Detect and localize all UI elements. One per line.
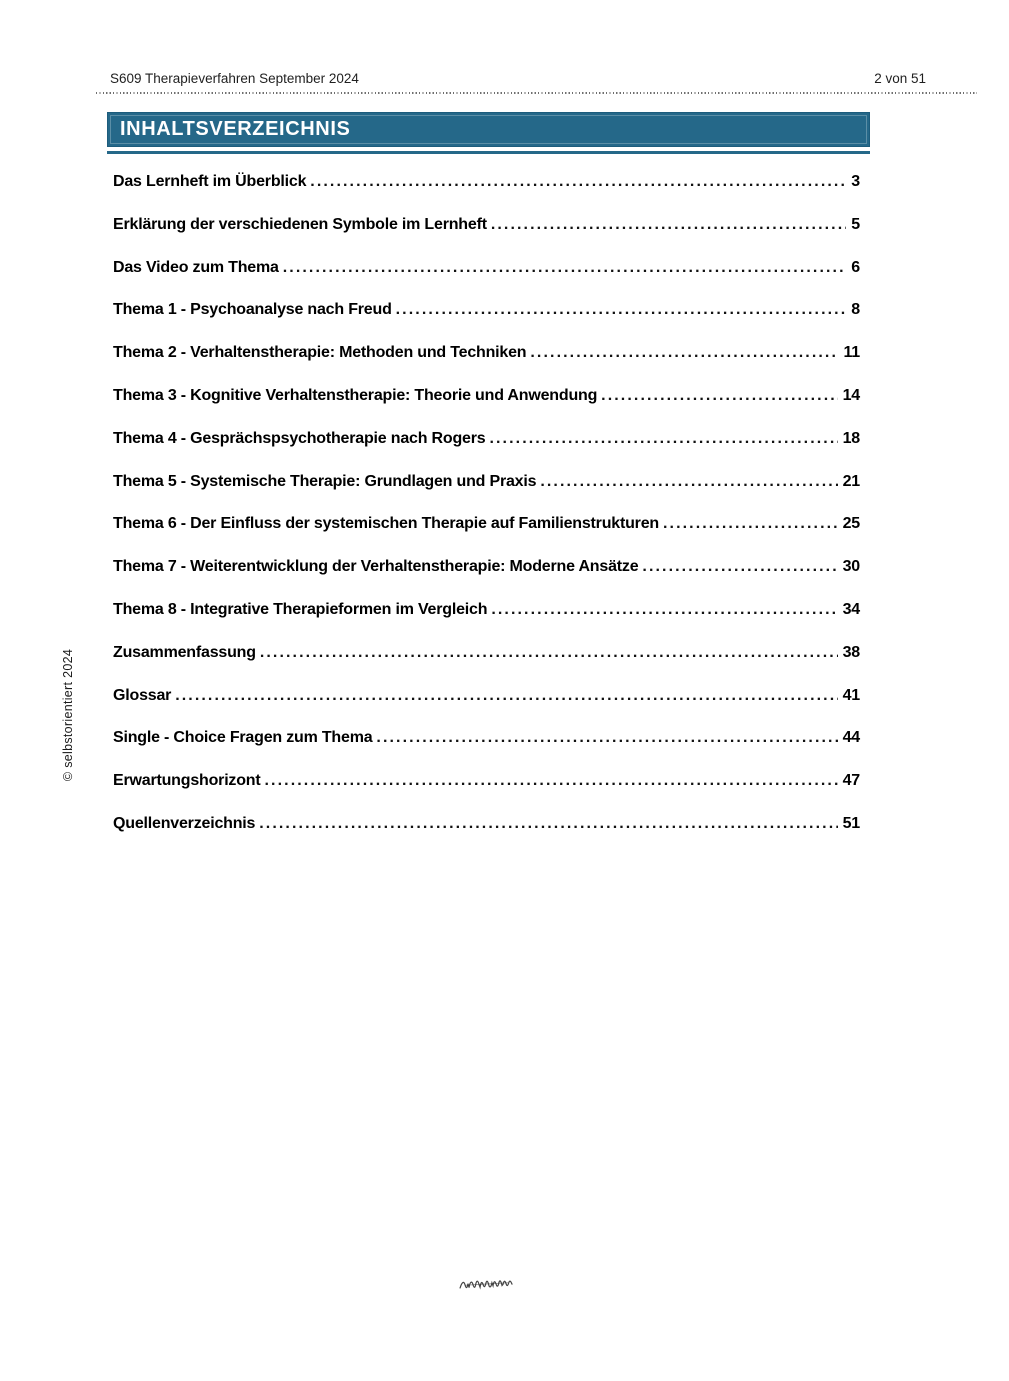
toc-dot-leader: [265, 760, 838, 803]
toc-entry-page: 30: [842, 558, 860, 576]
toc-entry: [113, 375, 860, 418]
toc-entry-label: Erwartungshorizont: [113, 772, 261, 790]
toc-entry: [113, 675, 860, 718]
toc-dot-leader: [642, 546, 837, 589]
toc-entry: [113, 803, 860, 846]
toc-entry: [113, 546, 860, 589]
toc-entry-page: 8: [851, 301, 860, 319]
toc-entry-label: Das Lernheft im Überblick: [113, 173, 307, 190]
toc-dot-leader: [491, 204, 846, 247]
toc-entry-label: Thema 2 - Verhaltenstherapie: Methoden und Techniken: [113, 344, 527, 362]
toc-dot-leader: [376, 717, 837, 760]
toc-entry-label: Single - Choice Fragen zum Thema: [113, 729, 373, 747]
signature-scribble-icon: [458, 1273, 517, 1297]
toc-dot-leader: [310, 161, 846, 204]
toc-heading-bar: [107, 112, 870, 147]
toc-entry-page: 25: [842, 515, 860, 533]
toc-entry: [113, 503, 860, 546]
toc-entry-page: 38: [842, 643, 860, 661]
toc-dot-leader: [259, 803, 837, 846]
toc-entry-label: Thema 5 - Systemische Therapie: Grundlagen und Praxis: [113, 472, 537, 490]
toc-entry-label: Zusammenfassung: [113, 643, 256, 661]
toc-entry: [113, 717, 860, 760]
toc-entry-page: 21: [842, 472, 860, 490]
toc-heading-underline: [107, 151, 870, 154]
toc-entry-label: Thema 1 - Psychoanalyse nach Freud: [113, 301, 392, 319]
toc-entry-label: Thema 3 - Kognitive Verhaltenstherapie: Theorie und Anwendung: [113, 386, 598, 404]
toc-entry: [113, 247, 860, 290]
copyright-side-note: © selbstorientiert 2024: [61, 648, 75, 782]
toc-entry-label: Thema 4 - Gesprächspsychotherapie nach Rogers: [113, 429, 486, 447]
toc-entry-label: Thema 8 - Integrative Therapieformen im Vergleich: [113, 600, 488, 618]
toc-entry-label: Glossar: [113, 686, 172, 704]
toc-entry: [113, 760, 860, 803]
toc-entry-label: Thema 7 - Weiterentwicklung der Verhaltenstherapie: Moderne Ansätze: [113, 558, 639, 576]
toc-dot-leader: [663, 503, 838, 546]
toc-list: [113, 161, 860, 846]
toc-entry: [113, 418, 860, 461]
toc-entry-page: 41: [842, 686, 860, 704]
toc-entry-page: 5: [851, 215, 860, 233]
toc-entry: [113, 589, 860, 632]
toc-dot-leader: [601, 375, 837, 418]
toc-entry-page: 34: [842, 600, 860, 618]
toc-entry: [113, 632, 860, 675]
toc-entry-label: Erklärung der verschiedenen Symbole im Lernheft: [113, 215, 487, 233]
toc-entry-label: Das Video zum Thema: [113, 258, 279, 276]
toc-entry: [113, 332, 860, 375]
toc-entry: [113, 204, 860, 247]
toc-entry-page: 18: [842, 429, 860, 447]
toc-entry: [113, 161, 860, 204]
toc-dot-leader: [396, 289, 847, 332]
toc-entry-page: 51: [842, 814, 860, 832]
toc-entry: [113, 289, 860, 332]
toc-entry-page: 47: [842, 772, 860, 790]
toc-dot-leader: [260, 632, 838, 675]
toc-dot-leader: [283, 247, 847, 290]
toc-entry-page: 6: [851, 258, 860, 276]
toc-dot-leader: [540, 461, 837, 504]
toc-entry-page: 44: [842, 729, 860, 747]
toc-entry-page: 11: [843, 344, 860, 362]
toc-dot-leader: [175, 675, 837, 718]
toc-dot-leader: [530, 332, 838, 375]
header-dotted-rule: [96, 92, 977, 94]
toc-dot-leader: [489, 418, 837, 461]
header-course-title: S609 Therapieverfahren September 2024: [110, 71, 359, 86]
toc-entry-label: Thema 6 - Der Einfluss der systemischen Therapie auf Familienstrukturen: [113, 515, 659, 533]
toc-entry-page: 14: [842, 386, 860, 404]
toc-dot-leader: [491, 589, 837, 632]
toc-entry-label: Quellenverzeichnis: [113, 814, 256, 832]
toc-heading-label: INHALTSVERZEICHNIS: [120, 118, 351, 140]
toc-entry-page: 3: [851, 173, 860, 190]
header-page-count: 2 von 51: [874, 71, 926, 86]
toc-entry: [113, 461, 860, 504]
